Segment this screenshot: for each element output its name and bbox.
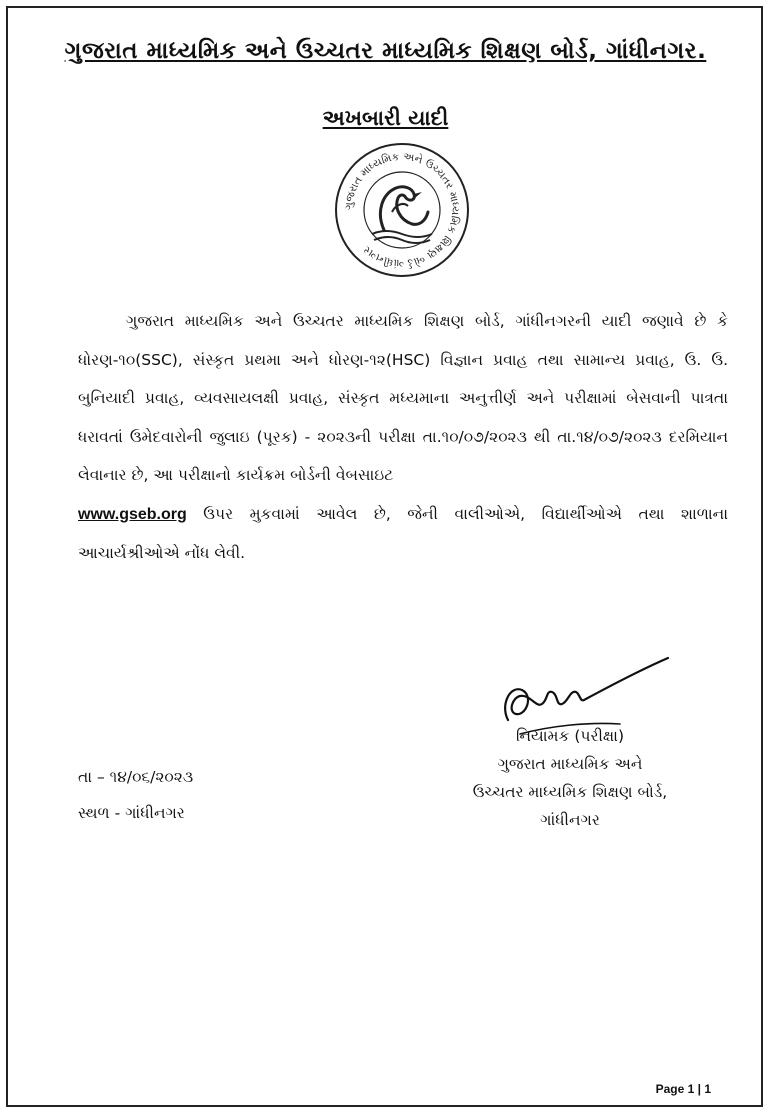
press-release-heading: અખબારી યાદી [322, 106, 449, 130]
issue-date: તા – ૧૪/૦૬/૨૦૨૩ [78, 768, 194, 786]
signatory-block [440, 722, 700, 834]
page-number: Page 1 | 1 [655, 1082, 711, 1096]
press-release-body [78, 302, 728, 573]
body-text-part2: ઉપર મુકવામાં આવેલ છે, જેની વાલીઓએ, વિદ્યાર્થીઓએ તથા શાળાના આચાર્યશ્રીઓએ નોંધ લેવી. [78, 504, 728, 562]
website-link[interactable]: www.gseb.org [78, 505, 187, 523]
signatory-designation: નિયામક (પરીક્ષા) [515, 727, 624, 745]
issue-place: સ્થળ - ગાંધીનગર [78, 804, 185, 822]
svg-text:ગુજરાત માધ્યમિક અને ઉચ્ચતર માધ: ગુજરાત માધ્યમિક અને ઉચ્ચતર માધ્યમિક શિક્ષણ બોર્ડ ગાંધીનગર [342, 150, 462, 270]
signatory-city: ગાંધીનગર [540, 811, 600, 829]
body-text-part1: ગુજરાત માધ્યમિક અને ઉચ્ચતર માધ્યમિક શિક્ષણ બોર્ડ, ગાંધીનગરની યાદી જણાવે છે કે ધોરણ-૧૦(SSC), સંસ્કૃત પ્રથમા અને ધોરણ-૧૨(HSC) વિજ્ઞાન પ્રવાહ તથા સામાન્ય પ્રવાહ, ઉ. ઉ. બુનિયાદી પ્રવાહ, વ્યવસાયલક્ષી પ્રવાહ, સંસ્કૃત મધ્યમાના અનુત્તીર્ણ અને પરીક્ષામાં બેસવાની પાત્રતા ધરાવતાં ઉમેદવારોની જુલાઇ (પૂરક) - ૨૦૨૩ની પરીક્ષા તા.૧૦/૦૭/૨૦૨૩ થી તા.૧૪/૦૭/૨૦૨૩ દરમિયાન લેવાનાર છે, આ પરીક્ષાનો કાર્યક્રમ બોર્ડની વેબસાઇટ [78, 312, 728, 484]
board-seal-logo [334, 142, 470, 278]
page-title: ગુજરાત માધ્યમિક અને ઉચ્ચતર માધ્યમિક શિક્ષણ બોર્ડ, ગાંધીનગર. [64, 38, 707, 64]
signatory-org-line1: ગુજરાત માધ્યમિક અને [497, 755, 643, 773]
signatory-org-line2: ઉચ્ચતર માધ્યમિક શિક્ષણ બોર્ડ, [472, 783, 668, 801]
